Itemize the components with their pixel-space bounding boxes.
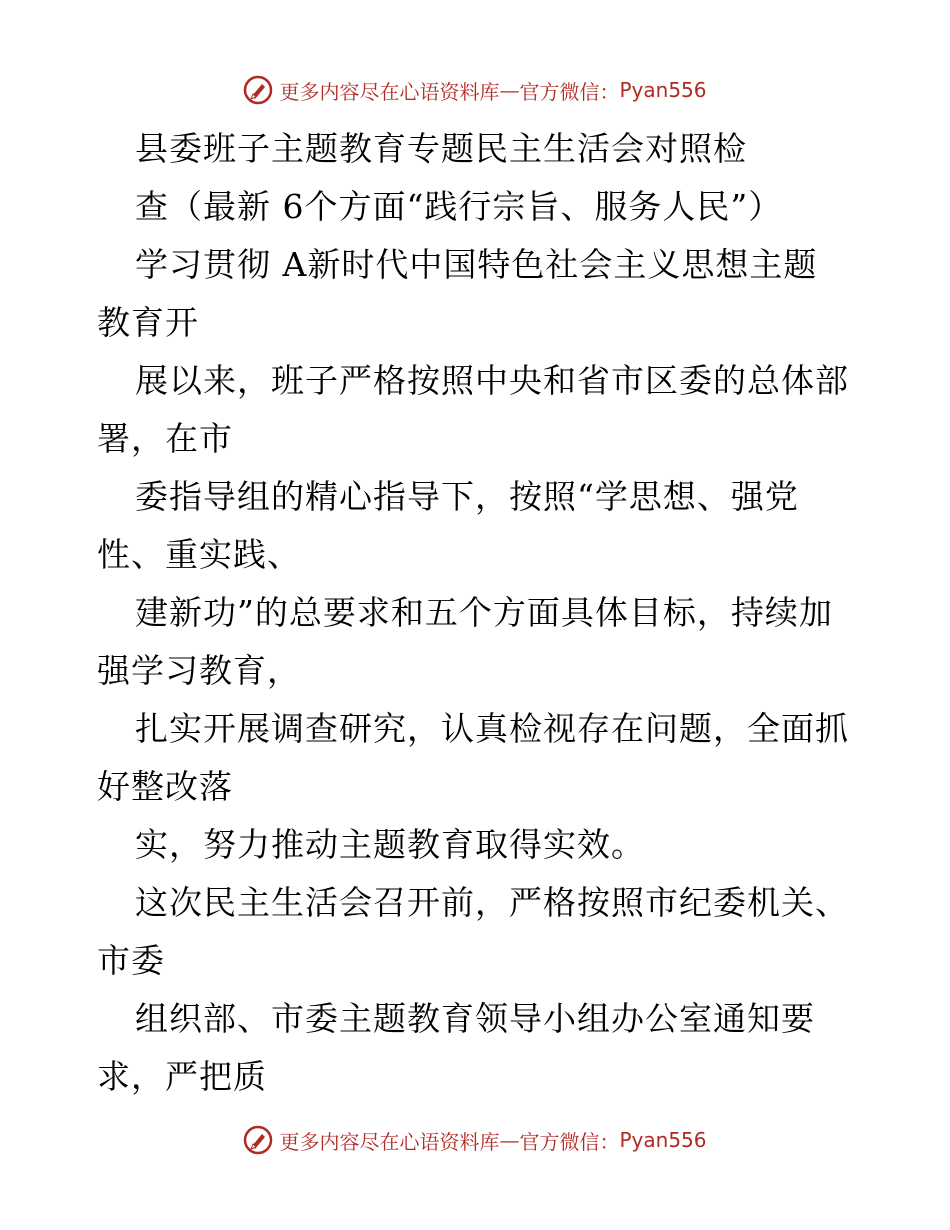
text-line: 展以来，班子严格按照中央和省市区委的总体部 [135, 361, 849, 400]
text-line: 组织部、市委主题教育领导小组办公室通知要 [135, 999, 815, 1038]
text-line: 实，努力推动主题教育取得实效。 [135, 825, 645, 864]
text-line: 建新功”的总要求和五个方面具体目标，持续加 [135, 593, 833, 632]
document-body [97, 120, 897, 1106]
banner-contact-label: 官方微信： [519, 79, 620, 104]
text-line: 委指导组的精心指导下，按照“学思想、强党 [135, 477, 799, 516]
banner-contact-id: Pyan556 [619, 78, 707, 102]
banner-site-text: 更多内容尽在心语资料库 [279, 79, 500, 104]
banner-separator: — [499, 1128, 520, 1152]
footer-banner [0, 1120, 950, 1160]
banner-site-text: 更多内容尽在心语资料库 [279, 1129, 500, 1154]
text-line: 市委 [97, 941, 165, 980]
banner-contact-label: 官方微信： [519, 1129, 620, 1154]
text-line: 学习贯彻 A新时代中国特色社会主义思想主题 [135, 245, 818, 284]
text-line: 性、重实践、 [97, 535, 301, 574]
text-line: 好整改落 [97, 767, 233, 806]
text-line: 这次民主生活会召开前，严格按照市纪委机关、 [135, 883, 849, 922]
text-line: 教育开 [97, 303, 199, 342]
text-line: 署，在市 [97, 419, 233, 458]
banner-contact-id: Pyan556 [619, 1128, 707, 1152]
banner-separator: — [499, 78, 520, 102]
header-banner [0, 70, 950, 110]
pen-nib-logo-icon [243, 75, 273, 105]
text-line: 求，严把质 [97, 1057, 267, 1096]
text-line: 扎实开展调查研究，认真检视存在问题，全面抓 [135, 709, 849, 748]
text-line: 查（最新 6个方面“践行宗旨、服务人民”） [135, 187, 783, 226]
text-line: 强学习教育， [97, 651, 301, 690]
pen-nib-logo-icon [243, 1125, 273, 1155]
text-line: 县委班子主题教育专题民主生活会对照检 [135, 129, 747, 168]
